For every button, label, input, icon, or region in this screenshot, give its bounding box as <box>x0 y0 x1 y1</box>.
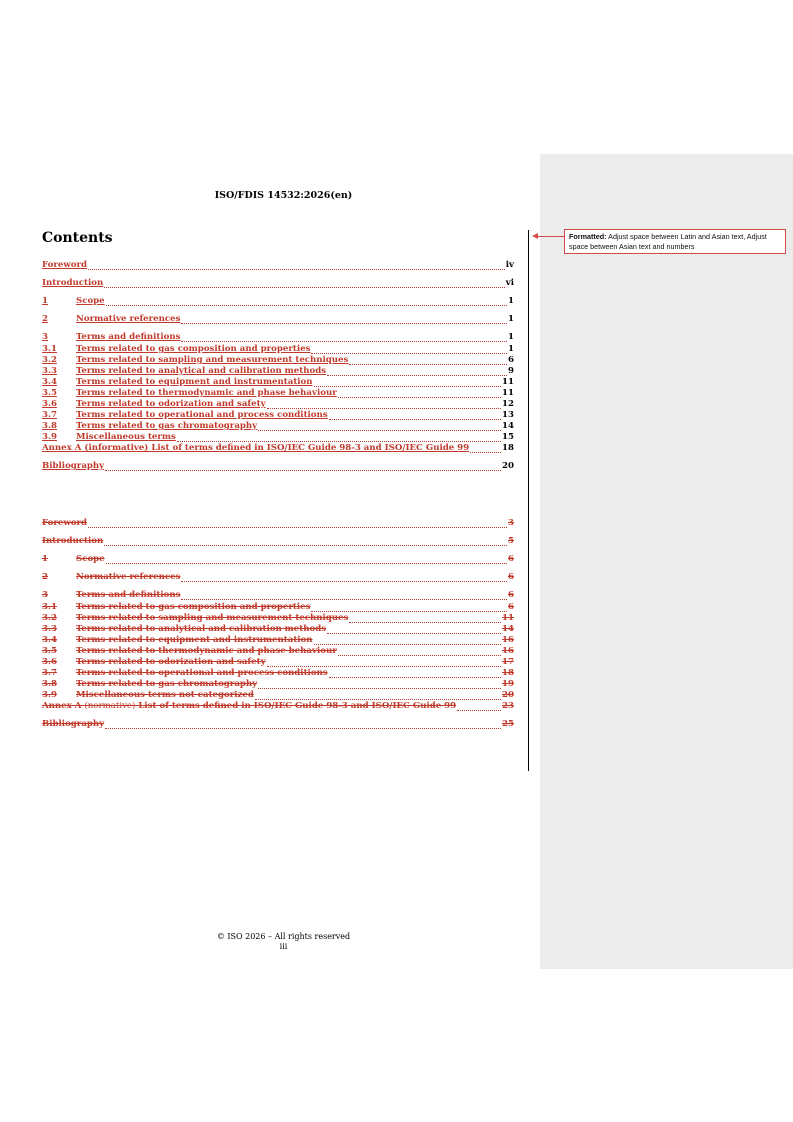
toc-entry-page: 20 <box>502 690 514 700</box>
toc-leader-dots <box>106 562 507 564</box>
toc-entry-page: 18 <box>502 668 514 678</box>
toc-entry-title: Annex A (normative) List of terms defined in ISO/IEC Guide 98-3 and ISO/IEC Guide 99 <box>42 701 457 711</box>
toc-entry-page: 6 <box>508 554 514 564</box>
toc-entry-number: 1 <box>42 296 48 306</box>
toc-leader-dots <box>338 396 501 398</box>
toc-leader-dots <box>314 385 502 387</box>
toc-entry-page: 20 <box>502 461 514 471</box>
toc-entry-title: Foreword <box>42 518 88 528</box>
toc-entry-title: Terms related to operational and process conditions <box>76 668 328 678</box>
toc-entry-number: 3.4 <box>42 635 57 645</box>
toc-entry[interactable] <box>42 572 514 585</box>
comment-label: Formatted: <box>569 232 607 241</box>
toc-entry-page: 23 <box>502 701 514 711</box>
comment-text: Adjust space between Latin and Asian text, Adjust space between Asian text and numbers <box>569 232 767 251</box>
toc-leader-dots <box>106 304 507 306</box>
toc-entry-number: 3.5 <box>42 388 57 398</box>
toc-entry-number: 3 <box>42 590 48 600</box>
toc-entry-number: 3.1 <box>42 602 57 612</box>
toc-leader-dots <box>470 451 501 453</box>
toc-entry[interactable] <box>42 719 514 732</box>
toc-entry-number: 3.8 <box>42 421 57 431</box>
toc-entry-title: Terms related to sampling and measurement techniques <box>76 355 349 365</box>
toc-leader-dots <box>88 268 505 270</box>
toc-entry[interactable] <box>42 518 514 531</box>
toc-leader-dots <box>338 654 501 656</box>
toc-leader-dots <box>104 544 507 546</box>
toc-entry-page: vi <box>505 278 514 288</box>
toc-entry-page: 13 <box>502 410 514 420</box>
toc-entry-page: 1 <box>508 296 514 306</box>
toc-entry[interactable] <box>42 554 514 567</box>
toc-leader-dots <box>181 580 507 582</box>
toc-leader-dots <box>104 286 505 288</box>
toc-entry-title: Scope <box>76 554 105 564</box>
toc-entry-page: 1 <box>508 314 514 324</box>
toc-entry-page: 19 <box>502 679 514 689</box>
comment-connector <box>536 236 564 237</box>
toc-entry[interactable] <box>42 701 514 714</box>
toc-entry-title: Normative references <box>76 572 181 582</box>
toc-leader-dots <box>258 687 501 689</box>
toc-entry-title: Terms related to odorization and safety <box>76 657 266 667</box>
page-footer <box>42 932 525 952</box>
toc-entry-page: 6 <box>508 590 514 600</box>
toc-entry-title: Terms related to gas composition and properties <box>76 344 311 354</box>
toc-entry-page: 14 <box>502 421 514 431</box>
toc-entry-title: Bibliography <box>42 719 105 729</box>
toc-entry[interactable] <box>42 443 514 456</box>
toc-entry-page: 16 <box>502 646 514 656</box>
toc-entry-number: 2 <box>42 572 48 582</box>
toc-entry-page: 11 <box>502 388 514 398</box>
toc-entry[interactable] <box>42 314 514 327</box>
toc-entry[interactable] <box>42 278 514 291</box>
toc-entry-page: 1 <box>508 332 514 342</box>
toc-entry-page: 18 <box>502 443 514 453</box>
toc-leader-dots <box>88 526 507 528</box>
comment-margin-pane <box>540 154 793 969</box>
toc-entry-page: 12 <box>502 399 514 409</box>
toc-leader-dots <box>267 665 501 667</box>
toc-entry-title: Terms related to equipment and instrumentation <box>76 635 313 645</box>
toc-entry-title: Terms and definitions <box>76 332 181 342</box>
toc-entry[interactable] <box>42 461 514 474</box>
toc-entry-title: Terms related to operational and process conditions <box>76 410 328 420</box>
toc-entry-title: Terms related to odorization and safety <box>76 399 266 409</box>
toc-entry-page: 6 <box>508 355 514 365</box>
toc-entry-number: 3.6 <box>42 399 57 409</box>
toc-entry-title: Terms related to gas chromatography <box>76 679 258 689</box>
toc-entry[interactable] <box>42 260 514 273</box>
toc-entry-title: Terms related to thermodynamic and phase behaviour <box>76 388 337 398</box>
toc-entry-page: 9 <box>508 366 514 376</box>
toc-entry-number: 3.2 <box>42 613 57 623</box>
toc-entry-title: Miscellaneous terms <box>76 432 176 442</box>
toc-entry-number: 3.3 <box>42 624 57 634</box>
toc-leader-dots <box>457 709 501 711</box>
toc-entry-page: 14 <box>502 624 514 634</box>
document-header: ISO/FDIS 14532:2026(en) <box>214 190 353 201</box>
toc-entry-title: Terms and definitions <box>76 590 181 600</box>
toc-leader-dots <box>181 340 507 342</box>
toc-entry-page: 15 <box>502 432 514 442</box>
toc-entry-title: Terms related to gas composition and properties <box>76 602 311 612</box>
toc-entry-number: 3.1 <box>42 344 57 354</box>
toc-leader-dots <box>105 469 501 471</box>
formatting-comment-balloon[interactable] <box>564 229 786 254</box>
toc-leader-dots <box>255 698 501 700</box>
toc-leader-dots <box>181 598 507 600</box>
toc-entry-number: 3.2 <box>42 355 57 365</box>
toc-entry-number: 3.9 <box>42 432 57 442</box>
toc-entry-title: Terms related to thermodynamic and phase behaviour <box>76 646 337 656</box>
toc-entry-number: 2 <box>42 314 48 324</box>
toc-entry-title: Introduction <box>42 278 104 288</box>
toc-entry-number: 3.5 <box>42 646 57 656</box>
toc-leader-dots <box>329 676 501 678</box>
toc-entry-page: 11 <box>502 613 514 623</box>
toc-leader-dots <box>314 643 502 645</box>
toc-leader-dots <box>329 418 501 420</box>
toc-entry-number: 3.3 <box>42 366 57 376</box>
toc-leader-dots <box>105 727 501 729</box>
toc-entry-number: 3 <box>42 332 48 342</box>
toc-entry[interactable] <box>42 536 514 549</box>
toc-entry-title: Terms related to equipment and instrumentation <box>76 377 313 387</box>
toc-entry-title: Introduction <box>42 536 104 546</box>
toc-entry-number: 3.9 <box>42 690 57 700</box>
toc-leader-dots <box>349 363 507 365</box>
toc-leader-dots <box>258 429 501 431</box>
toc-entry-page: 25 <box>502 719 514 729</box>
toc-entry-title: Miscellaneous terms not categorized <box>76 690 254 700</box>
toc-entry-page: 16 <box>502 635 514 645</box>
toc-entry-title: Terms related to sampling and measurement techniques <box>76 613 349 623</box>
toc-entry-page: iv <box>505 260 514 270</box>
toc-entry-page: 6 <box>508 602 514 612</box>
toc-entry-page: 17 <box>502 657 514 667</box>
change-bar <box>528 230 529 771</box>
toc-entry-title: Terms related to gas chromatography <box>76 421 258 431</box>
toc-leader-dots <box>177 440 501 442</box>
toc-leader-dots <box>349 621 501 623</box>
toc-entry-number: 3.7 <box>42 410 57 420</box>
toc-leader-dots <box>311 352 507 354</box>
toc-entry-number: 3.7 <box>42 668 57 678</box>
toc-leader-dots <box>327 374 507 376</box>
toc-entry-page: 3 <box>508 518 514 528</box>
toc-entry-title: Terms related to analytical and calibration methods <box>76 366 327 376</box>
toc-entry-number: 1 <box>42 554 48 564</box>
toc-entry-title: Bibliography <box>42 461 105 471</box>
toc-leader-dots <box>311 610 507 612</box>
contents-title: Contents <box>42 230 113 246</box>
toc-entry-page: 5 <box>508 536 514 546</box>
toc-entry-number: 3.8 <box>42 679 57 689</box>
toc-leader-dots <box>267 407 501 409</box>
toc-entry-page: 1 <box>508 344 514 354</box>
toc-entry-page: 11 <box>502 377 514 387</box>
copyright: © ISO 2026 – All rights reserved <box>216 932 351 941</box>
toc-entry[interactable] <box>42 296 514 309</box>
toc-entry-title: Terms related to analytical and calibration methods <box>76 624 327 634</box>
page-number: iii <box>279 942 288 951</box>
toc-entry-number: 3.4 <box>42 377 57 387</box>
toc-entry-title: Annex A (informative) List of terms defined in ISO/IEC Guide 98-3 and ISO/IEC Guide 99 <box>42 443 470 453</box>
toc-entry-title: Normative references <box>76 314 181 324</box>
toc-entry-title: Scope <box>76 296 105 306</box>
toc-entry-number: 3.6 <box>42 657 57 667</box>
toc-entry-title: Foreword <box>42 260 88 270</box>
toc-leader-dots <box>327 632 501 634</box>
toc-leader-dots <box>181 322 507 324</box>
toc-entry-page: 6 <box>508 572 514 582</box>
